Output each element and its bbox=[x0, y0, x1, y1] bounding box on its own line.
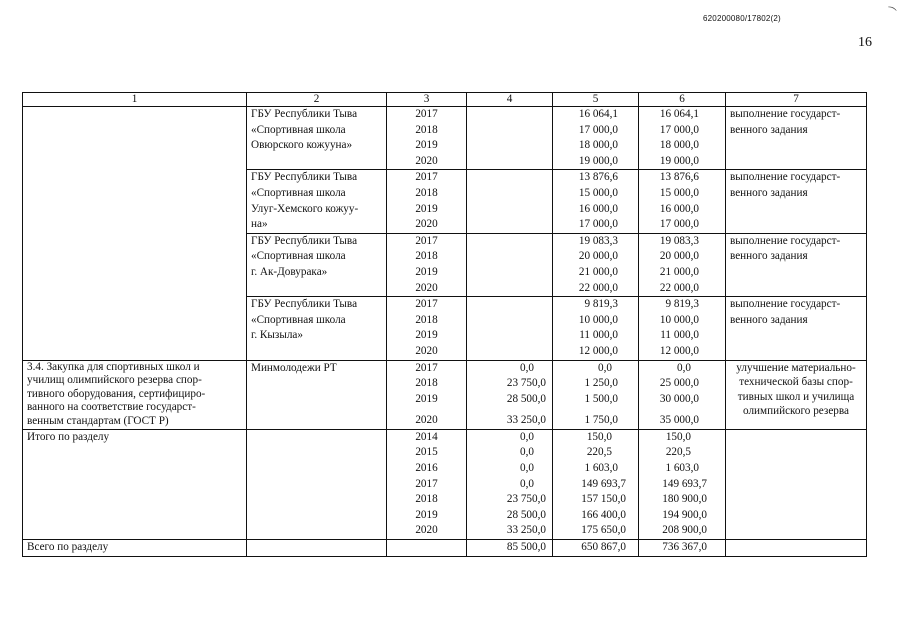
page-number: 16 bbox=[858, 35, 872, 50]
result-line: улучшение материально- bbox=[736, 361, 856, 374]
amount-value: 28 500,0 bbox=[506, 508, 546, 521]
org-name-line bbox=[251, 344, 382, 360]
org-name-line: ГБУ Республики Тыва bbox=[251, 234, 358, 247]
col6-cell bbox=[639, 233, 726, 296]
amount-value: 16 000,0 bbox=[578, 202, 618, 215]
column-header-2: 2 bbox=[247, 93, 387, 107]
org-name-line: «Спортивная школа bbox=[251, 250, 346, 263]
col5-cell bbox=[553, 429, 639, 539]
year-value: 2017 bbox=[415, 171, 438, 184]
amount-value: 16 000,0 bbox=[659, 202, 699, 215]
amount-value: 9 819,3 bbox=[584, 298, 618, 311]
amount-value: 175 650,0 bbox=[581, 524, 626, 537]
table-row-section-total bbox=[23, 429, 867, 539]
years-cell bbox=[387, 107, 467, 170]
result-line: венного задания bbox=[730, 123, 808, 136]
col4-cell bbox=[467, 170, 553, 233]
org-name-cell bbox=[247, 170, 387, 233]
grand-total-col4: 85 500,0 bbox=[467, 540, 553, 557]
amount-value: 16 064,1 bbox=[659, 108, 699, 120]
amount-value: 21 000,0 bbox=[578, 265, 618, 278]
year-value: 2018 bbox=[415, 377, 438, 390]
org-name-line: «Спортивная школа bbox=[251, 123, 346, 136]
result-line: выполнение государст- bbox=[730, 234, 841, 247]
years-cell bbox=[387, 170, 467, 233]
table-row-grand-total bbox=[23, 540, 867, 557]
amount-value: 33 250,0 bbox=[506, 414, 546, 427]
amount-value: 149 693,7 bbox=[662, 477, 707, 490]
org-name-line: на» bbox=[251, 218, 268, 231]
amount-value: 15 000,0 bbox=[659, 186, 699, 199]
amount-value: 16 064,1 bbox=[578, 108, 618, 120]
amount-value: 9 819,3 bbox=[665, 298, 699, 311]
amount-value: 19 000,0 bbox=[659, 154, 699, 167]
amount-value: 20 000,0 bbox=[659, 250, 699, 263]
col6-cell bbox=[639, 360, 726, 429]
amount-value: 0,0 bbox=[677, 361, 691, 374]
result-cell bbox=[726, 170, 867, 233]
amount-value: 25 000,0 bbox=[659, 377, 699, 390]
year-value: 2018 bbox=[415, 493, 438, 506]
amount-value: 10 000,0 bbox=[659, 313, 699, 326]
item-title-line: ванного на соответствие государст- bbox=[27, 401, 196, 414]
executor-cell: Минмолодежи РТ bbox=[247, 360, 387, 429]
org-name-line: Овюрского кожууна» bbox=[251, 139, 353, 152]
grand-total-col5: 650 867,0 bbox=[553, 540, 639, 557]
amount-value: 194 900,0 bbox=[662, 508, 707, 521]
org-name-line: «Спортивная школа bbox=[251, 186, 346, 199]
col4-cell bbox=[467, 107, 553, 170]
org-name-line: «Спортивная школа bbox=[251, 313, 346, 326]
item-title-line: тивного оборудования, сертифициро- bbox=[27, 387, 206, 400]
column-header-6: 6 bbox=[639, 93, 726, 107]
amount-value: 35 000,0 bbox=[659, 414, 699, 427]
result-line: тивных школ и училища bbox=[737, 390, 855, 403]
years-cell bbox=[387, 297, 467, 360]
col6-cell bbox=[639, 170, 726, 233]
grand-total-col6: 736 367,0 bbox=[639, 540, 726, 557]
grand-total-empty bbox=[726, 540, 867, 557]
result-cell bbox=[726, 429, 867, 539]
amount-value: 13 876,6 bbox=[578, 171, 618, 184]
amount-value: 180 900,0 bbox=[662, 493, 707, 506]
col5-cell bbox=[553, 107, 639, 170]
years-cell bbox=[387, 360, 467, 429]
year-value: 2017 bbox=[415, 234, 438, 247]
col4-cell bbox=[467, 297, 553, 360]
year-value: 2018 bbox=[415, 123, 438, 136]
grand-total-label: Всего по разделу bbox=[23, 540, 247, 557]
amount-value: 0,0 bbox=[598, 361, 612, 374]
year-value: 2017 bbox=[415, 298, 438, 311]
year-value: 2014 bbox=[415, 430, 438, 443]
grand-total-empty bbox=[247, 540, 387, 557]
org-name-line: ГБУ Республики Тыва bbox=[251, 298, 358, 311]
year-value: 2019 bbox=[415, 265, 438, 278]
col5-cell bbox=[553, 360, 639, 429]
amount-value: 10 000,0 bbox=[578, 313, 618, 326]
amount-value: 23 750,0 bbox=[506, 493, 546, 506]
column-header-3: 3 bbox=[387, 93, 467, 107]
column-header-1: 1 bbox=[23, 93, 247, 107]
amount-value: 0,0 bbox=[520, 462, 534, 475]
amount-value: 1 603,0 bbox=[665, 462, 699, 475]
org-name-cell bbox=[247, 297, 387, 360]
year-value: 2020 bbox=[415, 154, 438, 167]
col4-cell bbox=[467, 233, 553, 296]
result-line: выполнение государст- bbox=[730, 108, 841, 120]
col5-cell bbox=[553, 170, 639, 233]
amount-value: 18 000,0 bbox=[659, 139, 699, 152]
col6-cell bbox=[639, 107, 726, 170]
year-value: 2018 bbox=[415, 186, 438, 199]
amount-value: 220,5 bbox=[586, 446, 612, 459]
amount-value: 17 000,0 bbox=[578, 218, 618, 231]
amount-value: 1 500,0 bbox=[584, 392, 618, 405]
item-title-line: училищ олимпийского резерва спор- bbox=[27, 374, 202, 387]
amount-value: 157 150,0 bbox=[581, 493, 626, 506]
year-value: 2019 bbox=[415, 508, 438, 521]
amount-value: 20 000,0 bbox=[578, 250, 618, 263]
year-value: 2017 bbox=[415, 361, 438, 374]
amount-value: 149 693,7 bbox=[581, 477, 626, 490]
amount-value: 13 876,6 bbox=[659, 171, 699, 184]
amount-value: 17 000,0 bbox=[659, 218, 699, 231]
amount-value: 150,0 bbox=[665, 430, 691, 443]
table-row-item-3-4 bbox=[23, 360, 867, 429]
year-value: 2017 bbox=[415, 477, 438, 490]
year-value: 2018 bbox=[415, 313, 438, 326]
amount-value: 15 000,0 bbox=[578, 186, 618, 199]
year-value: 2019 bbox=[415, 202, 438, 215]
amount-value: 1 750,0 bbox=[584, 414, 618, 427]
col4-cell bbox=[467, 360, 553, 429]
col4-cell bbox=[467, 429, 553, 539]
year-value: 2020 bbox=[415, 414, 438, 427]
result-line: выполнение государст- bbox=[730, 298, 841, 311]
item-title-line: 3.4. Закупка для спортивных школ и bbox=[27, 360, 200, 373]
amount-value: 33 250,0 bbox=[506, 524, 546, 537]
amount-value: 0,0 bbox=[520, 477, 534, 490]
amount-value: 11 000,0 bbox=[660, 329, 699, 342]
org-name-line bbox=[251, 281, 382, 297]
amount-value: 19 000,0 bbox=[578, 154, 618, 167]
org-name-cell bbox=[247, 233, 387, 296]
org-name-line: Улуг-Хемского кожуу- bbox=[251, 202, 359, 215]
org-name-line: ГБУ Республики Тыва bbox=[251, 171, 358, 184]
column-header-4: 4 bbox=[467, 93, 553, 107]
amount-value: 17 000,0 bbox=[578, 123, 618, 136]
year-value: 2015 bbox=[415, 446, 438, 459]
years-cell bbox=[387, 429, 467, 539]
year-value: 2020 bbox=[415, 281, 438, 294]
column-header-7: 7 bbox=[726, 93, 867, 107]
amount-value: 220,5 bbox=[665, 446, 691, 459]
table-row bbox=[23, 107, 867, 170]
year-value: 2020 bbox=[415, 218, 438, 231]
org-name-line bbox=[251, 154, 382, 170]
org-name-cell bbox=[247, 107, 387, 170]
org-name-line: г. Ак-Довурака» bbox=[251, 265, 328, 278]
amount-value: 21 000,0 bbox=[659, 265, 699, 278]
column-number-row bbox=[23, 93, 867, 107]
amount-value: 208 900,0 bbox=[662, 524, 707, 537]
amount-value: 23 750,0 bbox=[506, 377, 546, 390]
col6-cell bbox=[639, 297, 726, 360]
result-line: олимпийского резерва bbox=[743, 405, 849, 418]
result-line: технической базы спор- bbox=[739, 376, 853, 389]
year-value: 2018 bbox=[415, 250, 438, 263]
result-cell bbox=[726, 297, 867, 360]
amount-value: 19 083,3 bbox=[659, 234, 699, 247]
amount-value: 17 000,0 bbox=[659, 123, 699, 136]
amount-value: 12 000,0 bbox=[659, 344, 699, 357]
amount-value: 30 000,0 bbox=[659, 392, 699, 405]
result-cell bbox=[726, 107, 867, 170]
amount-value: 19 083,3 bbox=[578, 234, 618, 247]
amount-value: 0,0 bbox=[520, 361, 534, 374]
item-title-line: венным стандартам (ГОСТ Р) bbox=[27, 414, 169, 427]
section-total-empty bbox=[247, 429, 387, 539]
year-value: 2017 bbox=[415, 108, 438, 120]
result-line: выполнение государст- bbox=[730, 171, 841, 184]
amount-value: 0,0 bbox=[520, 430, 534, 443]
result-cell bbox=[726, 233, 867, 296]
amount-value: 28 500,0 bbox=[506, 392, 546, 405]
item-title-cell bbox=[23, 360, 247, 429]
scan-mark: ⁀ bbox=[884, 6, 896, 21]
org-name-line: ГБУ Республики Тыва bbox=[251, 108, 358, 120]
year-value: 2019 bbox=[415, 329, 438, 342]
result-cell bbox=[726, 360, 867, 429]
year-value: 2020 bbox=[415, 344, 438, 357]
year-value: 2019 bbox=[415, 392, 438, 405]
amount-value: 0,0 bbox=[520, 446, 534, 459]
year-value: 2016 bbox=[415, 462, 438, 475]
year-value: 2019 bbox=[415, 139, 438, 152]
org-name-line: г. Кызыла» bbox=[251, 329, 303, 342]
col6-cell bbox=[639, 429, 726, 539]
result-line: венного задания bbox=[730, 186, 808, 199]
amount-value: 150,0 bbox=[586, 430, 612, 443]
result-line: венного задания bbox=[730, 250, 808, 263]
section-cell bbox=[23, 107, 247, 361]
amount-value: 12 000,0 bbox=[578, 344, 618, 357]
column-header-5: 5 bbox=[553, 93, 639, 107]
amount-value: 1 250,0 bbox=[584, 377, 618, 390]
years-cell bbox=[387, 233, 467, 296]
year-value: 2020 bbox=[415, 524, 438, 537]
amount-value: 166 400,0 bbox=[581, 508, 626, 521]
col5-cell bbox=[553, 233, 639, 296]
amount-value: 22 000,0 bbox=[578, 281, 618, 294]
amount-value: 22 000,0 bbox=[659, 281, 699, 294]
amount-value: 18 000,0 bbox=[578, 139, 618, 152]
result-line: венного задания bbox=[730, 313, 808, 326]
section-total-label: Итого по разделу bbox=[23, 429, 247, 539]
program-table bbox=[22, 92, 867, 557]
amount-value: 1 603,0 bbox=[584, 462, 618, 475]
amount-value: 11 000,0 bbox=[579, 329, 618, 342]
grand-total-empty bbox=[387, 540, 467, 557]
col5-cell bbox=[553, 297, 639, 360]
document-id: 620200080/17802(2) bbox=[703, 14, 781, 23]
